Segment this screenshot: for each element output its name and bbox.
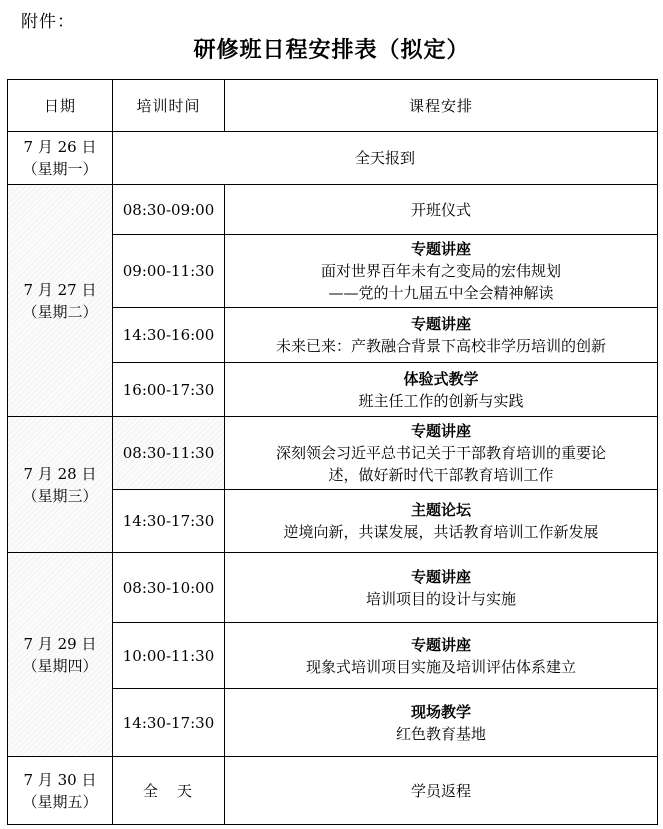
date-text: 7 月 26 日 xyxy=(23,138,97,156)
weekday-text: （星期二） xyxy=(22,302,98,321)
course-line: 逆境向新，共谋发展，共话教育培训工作新发展 xyxy=(283,523,599,541)
course-cell xyxy=(225,553,658,623)
course-line: 未来已来：产教融合背景下高校非学历培训的创新 xyxy=(275,337,606,355)
date-cell xyxy=(8,417,113,553)
course-line: 学员返程 xyxy=(410,781,471,800)
course-type: 专题讲座 xyxy=(410,240,471,258)
weekday-text: （星期五） xyxy=(22,792,98,811)
date-cell xyxy=(8,757,113,825)
course-cell xyxy=(225,623,658,689)
course-line: 培训项目的设计与实施 xyxy=(365,589,516,608)
course-type: 主题论坛 xyxy=(410,501,471,519)
date-cell xyxy=(8,185,113,417)
weekday-text: （星期三） xyxy=(22,486,98,505)
weekday-text: （星期四） xyxy=(22,656,98,675)
date-text: 7 月 27 日 xyxy=(23,280,97,299)
time-cell: 08:30-11:30 xyxy=(113,417,225,490)
course-type: 专题讲座 xyxy=(410,567,471,586)
course-line: 班主任工作的创新与实践 xyxy=(358,391,524,410)
course-line: ——党的十九届五中全会精神解读 xyxy=(328,284,554,302)
table-row xyxy=(8,132,658,185)
course-line: 述，做好新时代干部教育培训工作 xyxy=(328,466,554,484)
table-header-row xyxy=(8,80,658,132)
date-cell xyxy=(8,132,113,185)
course-type: 专题讲座 xyxy=(410,635,471,654)
date-text: 7 月 29 日 xyxy=(23,634,97,653)
course-cell xyxy=(225,689,658,757)
header-time: 培训时间 xyxy=(113,80,225,132)
course-line: 现象式培训项目实施及培训评估体系建立 xyxy=(305,657,576,676)
weekday-text: （星期一） xyxy=(22,160,98,178)
header-date: 日期 xyxy=(8,80,113,132)
time-cell: 09:00-11:30 xyxy=(113,235,225,308)
course-cell xyxy=(225,308,658,363)
table-row xyxy=(8,417,658,490)
course-type: 体验式教学 xyxy=(403,369,479,388)
course-cell xyxy=(225,417,658,490)
date-cell xyxy=(8,553,113,757)
course-cell xyxy=(225,757,658,825)
time-cell: 10:00-11:30 xyxy=(113,623,225,689)
time-cell: 14:30-17:30 xyxy=(113,689,225,757)
table-row xyxy=(8,553,658,623)
date-text: 7 月 28 日 xyxy=(23,464,97,483)
time-cell: 16:00-17:30 xyxy=(113,363,225,417)
time-cell: 14:30-16:00 xyxy=(113,308,225,363)
course-line: 面对世界百年未有之变局的宏伟规划 xyxy=(320,262,561,280)
time-cell: 全 天 xyxy=(113,757,225,825)
table-row xyxy=(8,757,658,825)
course-type: 专题讲座 xyxy=(410,422,471,440)
course-type: 专题讲座 xyxy=(410,315,471,333)
attachment-label: 附件： xyxy=(21,12,75,32)
schedule-table xyxy=(7,79,658,825)
course-line: 深刻领会习近平总书记关于干部教育培训的重要论 xyxy=(275,444,606,462)
table-row xyxy=(8,185,658,235)
course-line: 红色教育基地 xyxy=(395,724,486,743)
time-cell: 14:30-17:30 xyxy=(113,490,225,553)
course-cell xyxy=(225,185,658,235)
full-day-cell: 全天报到 xyxy=(113,132,658,185)
course-cell xyxy=(225,363,658,417)
time-cell: 08:30-10:00 xyxy=(113,553,225,623)
time-cell: 08:30-09:00 xyxy=(113,185,225,235)
course-line: 开班仪式 xyxy=(410,200,471,219)
course-cell xyxy=(225,235,658,308)
header-course: 课程安排 xyxy=(225,80,658,132)
course-cell xyxy=(225,490,658,553)
page-title: 研修班日程安排表（拟定） xyxy=(193,37,470,63)
course-type: 现场教学 xyxy=(410,702,471,721)
date-text: 7 月 30 日 xyxy=(23,770,97,789)
